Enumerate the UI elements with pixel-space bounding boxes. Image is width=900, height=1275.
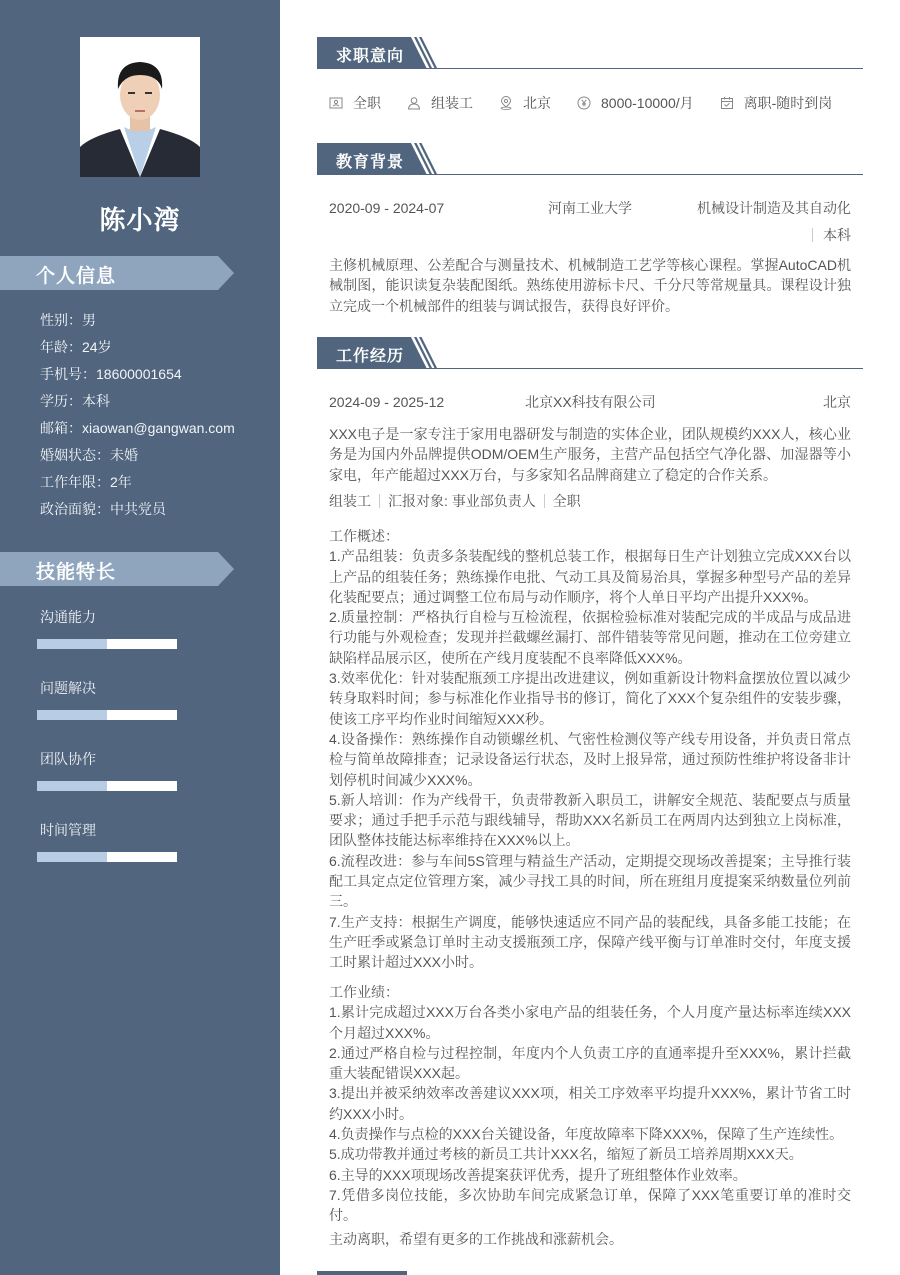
work-overview-item: 6.流程改进：参与车间5S管理与精益生产活动，定期提交现场改善提案；主导推行装配工具定点定位管理方案，减少寻找工具的时间，所在班组月度提案采纳数量位列前三。 [329, 852, 851, 910]
work-tag-type: 全职 [552, 493, 581, 509]
education-description-text: 主修机械原理、公差配合与测量技术、机械制造工艺学等核心课程。掌握AutoCAD机械制图，能识读复杂装配图纸。熟练使用游标卡尺、千分尺等常规量具。课程设计独立完成一个机械部件的组装与调试报告，获得良好评价。 [329, 257, 851, 314]
company-description [329, 424, 851, 485]
skill-name: 沟通能力 [40, 609, 96, 625]
work-achievement-item: 1.累计完成超过XXX万台各类小家电产品的组装任务，个人月度产量达标率连续XXX个月超过XXX%。 [329, 1004, 851, 1041]
info-email: 邮箱：xiaowan@gangwan.com [40, 420, 235, 436]
company-description-text: XXX电子是一家专注于家用电器研发与制造的实体企业，团队规模约XXX人，核心业务是为国内外品牌提供ODM/OEM生产服务，主营产品包括空气净化器、加湿器等小家电，年产能超过XXX万台，与多家知名品牌商建立了稳定的合作关系。 [329, 426, 851, 483]
section-header-next [317, 1271, 863, 1275]
intent-text: 全职 [353, 95, 381, 111]
stripes-decoration-icon [405, 337, 445, 369]
skill-bar-fill [37, 710, 107, 720]
personal-info-banner [0, 256, 218, 290]
info-age: 年龄：24岁 [40, 339, 112, 355]
intent-text: 组装工 [431, 95, 473, 111]
skill-item [37, 749, 177, 791]
info-education: 学历：本科 [40, 393, 110, 409]
work-achievement-item: 2.通过严格自检与过程控制，年度内个人负责工序的直通率提升至XXX%，累计拦截重大装配错误XXX起。 [329, 1044, 851, 1082]
avatar-image [80, 37, 200, 177]
intent-availability [720, 92, 833, 114]
section-title: 求职意向 [336, 48, 405, 65]
education-entry-header [329, 197, 851, 219]
info-work-years: 工作年限：2年 [40, 474, 132, 490]
personal-info-title: 个人信息 [36, 266, 117, 287]
work-achievement-item: 6.主导的XXX项现场改善提案获评优秀，提升了班组整体作业效率。 [329, 1166, 747, 1183]
work-overview-item: 5.新人培训：作为产线骨干，负责带教新入职员工，讲解安全规范、装配要点与质量要求；通过手把手示范与跟线辅导，帮助XXX名新员工在两周内达到独立上岗标准，团队整体技能达标率维持在XXX%以上。 [329, 791, 851, 849]
section-tab [317, 1271, 407, 1275]
skills-title: 技能特长 [36, 562, 117, 583]
skill-bar [37, 639, 177, 649]
intent-text: 北京 [523, 95, 551, 111]
work-overview-item: 7.生产支持：根据生产调度，能够快速适应不同产品的装配线，具备多能工技能；在生产旺季或紧急订单时主动支援瓶颈工序，保障产线平衡与订单准时交付，年度支援工时累计超过XXX小时。 [329, 913, 851, 971]
skill-item [37, 607, 177, 649]
skill-bar [37, 781, 177, 791]
education-degree-row [812, 224, 851, 246]
work-achievement-item: 5.成功带教并通过考核的新员工共计XXX名，缩短了新员工培养周期XXX天。 [329, 1146, 803, 1163]
work-achievements [329, 982, 851, 1226]
skill-bar-fill [37, 852, 107, 862]
intent-text: 8000-10000/月 [601, 95, 694, 111]
work-overview-item: 3.效率优化：针对装配瓶颈工序提出改进建议，例如重新设计物料盒摆放位置以减少转身取料时间；参与标准化作业指导书的修订，简化了XXX个复杂组件的安装步骤，使该工序平均作业时间缩短XXX秒。 [329, 670, 851, 727]
section-tab [317, 337, 407, 369]
leave-reason-text: 主动离职，希望有更多的工作挑战和涨薪机会。 [329, 1231, 623, 1247]
section-title: 工作经历 [336, 348, 405, 365]
work-entry-header [329, 391, 851, 413]
skill-bar [37, 710, 177, 720]
work-achievement-item: 3.提出并被采纳效率改善建议XXX项，相关工序效率平均提升XXX%，累计节省工时约XXX小时。 [329, 1085, 851, 1122]
skill-item [37, 678, 177, 720]
education-major: 机械设计制造及其自动化 [697, 200, 851, 216]
skill-name: 时间管理 [40, 822, 96, 838]
divider [544, 494, 545, 508]
intent-text: 离职-随时到岗 [743, 95, 833, 111]
section-tab [317, 143, 407, 175]
work-location: 北京 [823, 394, 851, 410]
section-header-work [317, 337, 863, 369]
work-achievements-title: 工作业绩： [329, 984, 399, 1000]
work-achievement-item: 4.负责操作与点检的XXX台关键设备，年度故障率下降XXX%，保障了生产连续性。 [329, 1126, 844, 1143]
work-overview-item: 1.产品组装：负责多条装配线的整机总装工作，根据每日生产计划独立完成XXX台以上产品的组装任务；熟练操作电批、气动工具及简易治具，掌握多种型号产品的差异化装配要点；通过调整工位布局与动作顺序，将个人单日平均产出提升XXX%。 [329, 548, 851, 605]
work-tag-position: 组装工 [329, 493, 371, 509]
section-tab [317, 37, 407, 69]
divider [379, 494, 380, 508]
calendar-icon [720, 96, 734, 110]
skill-name: 问题解决 [40, 680, 96, 696]
work-overview-item: 2.质量控制：严格执行自检与互检流程，依据检验标准对装配完成的半成品与成品进行功能与外观检查；发现并拦截螺丝漏打、部件错装等常见问题，推动在工位旁建立缺陷样品展示区，使所在产线月度装配不良率降低XXX%。 [329, 609, 851, 666]
education-period: 2020-09 - 2024-07 [329, 200, 445, 216]
job-intent-row [329, 92, 832, 114]
skill-bar-fill [37, 639, 107, 649]
intent-position [407, 92, 473, 114]
section-header-education [317, 143, 863, 175]
intent-job-type [329, 92, 381, 114]
skills-banner [0, 552, 218, 586]
info-phone: 手机号：18600001654 [40, 366, 182, 382]
work-achievement-item: 7.凭借多岗位技能，多次协助车间完成紧急订单，保障了XXX笔重要订单的准时交付。 [329, 1186, 851, 1224]
info-political-status: 政治面貌：中共党员 [40, 501, 166, 517]
sidebar [0, 0, 280, 1275]
work-overview-title: 工作概述： [329, 528, 399, 544]
yuan-icon [577, 96, 591, 110]
work-company: 北京XX科技有限公司 [525, 394, 656, 410]
location-icon [499, 96, 513, 110]
work-overview-item: 4.设备操作：熟练操作自动锁螺丝机、气密性检测仪等产线专用设备，并负责日常点检与简单故障排查；记录设备运行状态，及时上报异常，通过预防性维护将设备非计划停机时间减少XXX%。 [329, 730, 851, 788]
section-header-intent [317, 37, 863, 69]
intent-salary [577, 92, 694, 114]
personal-info-list [40, 309, 235, 525]
education-school: 河南工业大学 [548, 200, 632, 216]
divider [812, 228, 813, 242]
skill-bar [37, 852, 177, 862]
education-degree: 本科 [823, 227, 851, 243]
person-icon [407, 96, 421, 110]
section-title: 教育背景 [336, 154, 405, 171]
stripes-decoration-icon [405, 37, 445, 69]
leave-reason [329, 1229, 851, 1249]
stripes-decoration-icon [405, 143, 445, 175]
briefcase-icon [329, 96, 343, 110]
info-gender: 性别：男 [40, 312, 96, 328]
education-description [329, 255, 851, 316]
skill-bar-fill [37, 781, 107, 791]
profile-photo [80, 37, 200, 177]
work-overview [329, 526, 851, 973]
work-tag-report-to: 汇报对象: 事业部负责人 [388, 493, 536, 509]
work-tags [329, 490, 581, 512]
info-marital-status: 婚姻状态：未婚 [40, 447, 138, 463]
skill-item [37, 820, 177, 862]
intent-city [499, 92, 551, 114]
candidate-name: 陈小湾 [99, 205, 181, 235]
work-period: 2024-09 - 2025-12 [329, 394, 445, 410]
skill-name: 团队协作 [40, 751, 96, 767]
